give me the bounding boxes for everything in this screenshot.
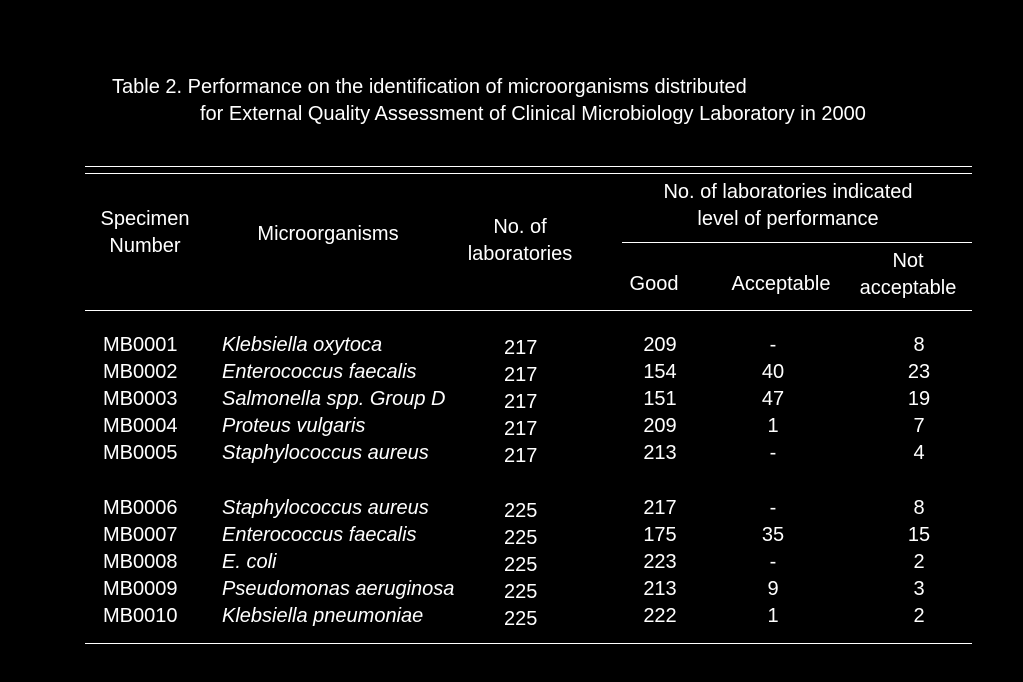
- table-caption: [112, 74, 992, 128]
- header-good: Good: [629, 273, 679, 295]
- labs-cell: 225: [504, 527, 538, 549]
- organism-cell: Klebsiella oxytoca: [222, 334, 383, 356]
- table-bottom-rule: [85, 643, 972, 644]
- specimen-cell: MB0003: [103, 388, 178, 410]
- good-cell: 223: [643, 551, 677, 573]
- labs-cell: 225: [504, 581, 538, 603]
- acceptable-cell: 1: [767, 605, 779, 627]
- not-acceptable-cell: 8: [913, 497, 925, 519]
- not-acceptable-cell: 4: [913, 442, 925, 464]
- acceptable-cell: 9: [767, 578, 779, 600]
- organism-cell: Staphylococcus aureus: [222, 497, 429, 519]
- not-acceptable-cell: 2: [913, 605, 925, 627]
- top-rule-1: [85, 166, 972, 167]
- specimen-cell: MB0007: [103, 524, 178, 546]
- labs-cell: 225: [504, 608, 538, 630]
- header-not-acceptable-line1: Not: [892, 250, 924, 272]
- organism-cell: Enterococcus faecalis: [222, 361, 417, 383]
- header-labs-line2: laboratories: [467, 243, 573, 265]
- organism-cell: Enterococcus faecalis: [222, 524, 417, 546]
- not-acceptable-cell: 8: [913, 334, 925, 356]
- organism-cell: E. coli: [222, 551, 277, 573]
- acceptable-cell: 47: [761, 388, 785, 410]
- labs-cell: 217: [504, 418, 538, 440]
- good-cell: 213: [643, 578, 677, 600]
- organism-cell: Pseudomonas aeruginosa: [222, 578, 455, 600]
- good-cell: 217: [643, 497, 677, 519]
- acceptable-cell: 1: [767, 415, 779, 437]
- caption-line-1: Table 2. Performance on the identification of microorganisms distributed: [112, 76, 747, 98]
- not-acceptable-cell: 2: [913, 551, 925, 573]
- organism-cell: Salmonella spp. Group D: [222, 388, 446, 410]
- not-acceptable-cell: 15: [907, 524, 931, 546]
- acceptable-cell: 40: [761, 361, 785, 383]
- not-acceptable-cell: 23: [907, 361, 931, 383]
- good-cell: 154: [643, 361, 677, 383]
- acceptable-cell: -: [769, 551, 777, 573]
- header-acceptable: Acceptable: [731, 273, 831, 295]
- labs-cell: 217: [504, 364, 538, 386]
- acceptable-cell: 35: [761, 524, 785, 546]
- header-specimen-number: [80, 206, 210, 260]
- header-labs-line1: No. of: [493, 216, 547, 238]
- caption-line-2: for External Quality Assessment of Clinical Microbiology Laboratory in 2000: [200, 103, 866, 125]
- header-no-of-laboratories: [450, 214, 590, 268]
- good-cell: 222: [643, 605, 677, 627]
- header-performance-line1: No. of laboratories indicated: [663, 181, 913, 203]
- organism-cell: Klebsiella pneumoniae: [222, 605, 424, 627]
- top-rule-2: [85, 173, 972, 174]
- header-specimen-line1: Specimen: [100, 208, 190, 230]
- labs-cell: 225: [504, 554, 538, 576]
- good-cell: 151: [643, 388, 677, 410]
- header-bottom-rule: [85, 310, 972, 311]
- labs-cell: 217: [504, 445, 538, 467]
- good-cell: 209: [643, 334, 677, 356]
- not-acceptable-cell: 19: [907, 388, 931, 410]
- specimen-cell: MB0004: [103, 415, 178, 437]
- performance-group-rule: [622, 242, 972, 243]
- specimen-cell: MB0009: [103, 578, 178, 600]
- header-performance-line2: level of performance: [697, 208, 879, 230]
- specimen-cell: MB0002: [103, 361, 178, 383]
- organism-cell: Staphylococcus aureus: [222, 442, 429, 464]
- not-acceptable-cell: 3: [913, 578, 925, 600]
- header-performance-group: [628, 179, 948, 233]
- specimen-cell: MB0006: [103, 497, 178, 519]
- organism-cell: Proteus vulgaris: [222, 415, 366, 437]
- acceptable-cell: -: [769, 497, 777, 519]
- labs-cell: 217: [504, 391, 538, 413]
- header-not-acceptable-line2: acceptable: [859, 277, 957, 299]
- specimen-cell: MB0001: [103, 334, 178, 356]
- acceptable-cell: -: [769, 334, 777, 356]
- header-specimen-line2: Number: [109, 235, 181, 257]
- labs-cell: 217: [504, 337, 538, 359]
- header-microorganisms: Microorganisms: [257, 223, 399, 245]
- specimen-cell: MB0010: [103, 605, 178, 627]
- labs-cell: 225: [504, 500, 538, 522]
- not-acceptable-cell: 7: [913, 415, 925, 437]
- acceptable-cell: -: [769, 442, 777, 464]
- header-not-acceptable: [848, 248, 968, 302]
- good-cell: 213: [643, 442, 677, 464]
- specimen-cell: MB0008: [103, 551, 178, 573]
- good-cell: 209: [643, 415, 677, 437]
- specimen-cell: MB0005: [103, 442, 178, 464]
- good-cell: 175: [643, 524, 677, 546]
